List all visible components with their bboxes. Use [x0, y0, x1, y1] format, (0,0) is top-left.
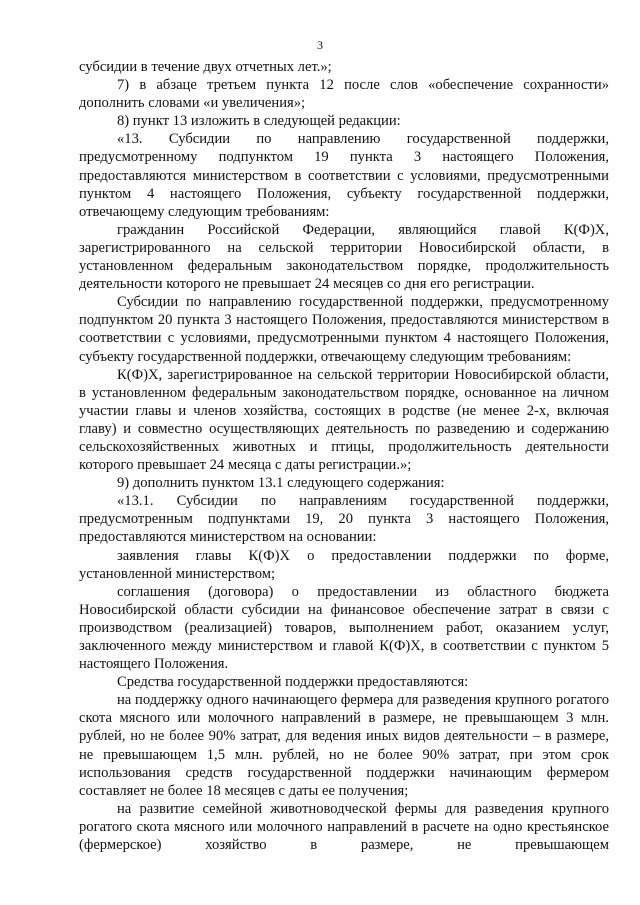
page-number: 3: [317, 38, 323, 52]
paragraph: субсидии в течение двух отчетных лет.»;: [79, 59, 332, 75]
paragraph: 8) пункт 13 изложить в следующей редакции:: [117, 113, 401, 130]
paragraph: 9) дополнить пунктом 13.1 следующего содержания:: [117, 475, 445, 492]
paragraph: 7) в абзаце третьем пункта 12 после слов «обеспечение сохранности» дополнить словами «и увеличения»;: [79, 77, 609, 112]
paragraph: К(Ф)Х, зарегистрированное на сельской территории Новосибирской области, в установленном федеральным законодательством порядке, основанное на личном участии главы и членов хозяйства, состоящих в родстве (не менее 2-х, включая главу) и совместно осуществляющих деятельность по разведению и содержанию сельскохозяйственных животных и птицы, продолжительность деятельности которого превышает 24 месяца с даты регистрации.»;: [79, 366, 609, 474]
paragraph: на развитие семейной животноводческой фермы для разведения крупного рогатого скота мясного или молочного направлений в расчете на одно крестьянское (фермерское) хозяйство в размере, не превышающем: [79, 800, 609, 854]
paragraph: «13.1. Субсидии по направлениям государственной поддержки, предусмотренным подпунктами 19, 20 пункта 3 настоящего Положения, предоставляются министерством на основании:: [79, 493, 609, 546]
paragraph: гражданин Российской Федерации, являющийся главой К(Ф)Х, зарегистрированного на сельской территории Новосибирской области, в установленном федеральным законодательством порядке, продолжительность деятельности которого не превышает 24 месяцев со дня его регистрации.: [79, 221, 609, 293]
paragraph: заявления главы К(Ф)Х о предоставлении поддержки по форме, установленной министерством;: [79, 547, 609, 582]
paragraph: на поддержку одного начинающего фермера для разведения крупного рогатого скота мясного или молочного направлений в размере, не превышающем 3 млн. рублей, но не более 90% затрат, для ведения иных видов деятельности – в размере, не превышающем 1,5 млн. рублей, но не более 90% затрат, при этом срок использования средств государственной поддержки начинающим фермером составляет не более 18 месяцев с даты ее получения;: [79, 692, 609, 799]
paragraph: Субсидии по направлению государственной поддержки, предусмотренному подпунктом 20 пункта 3 настоящего Положения, предоставляются министерством в соответствии с условиями, предусмотренными пунктом 4 настоящего Положения, субъекту государственной поддержки, отвечающему следующим требованиям:: [79, 294, 609, 365]
paragraph: Средства государственной поддержки предоставляются:: [117, 674, 469, 691]
document-body: [79, 58, 609, 854]
paragraph: «13. Субсидии по направлению государственной поддержки, предусмотренному подпунктом 19 пункта 3 настоящего Положения, предоставляются министерством в соответствии с условиями, предусмотренными пунктом 4 настоящего Положения, субъекту государственной поддержки, отвечающему следующим требованиям:: [79, 131, 609, 220]
paragraph: соглашения (договора) о предоставлении из областного бюджета Новосибирской области субсидии на финансовое обеспечение затрат в связи с производством (реализацией) товаров, выполнением работ, оказанием услуг, заключенного между министерством и главой К(Ф)Х, в соответствии с пунктом 5 настоящего Положения.: [79, 583, 609, 673]
